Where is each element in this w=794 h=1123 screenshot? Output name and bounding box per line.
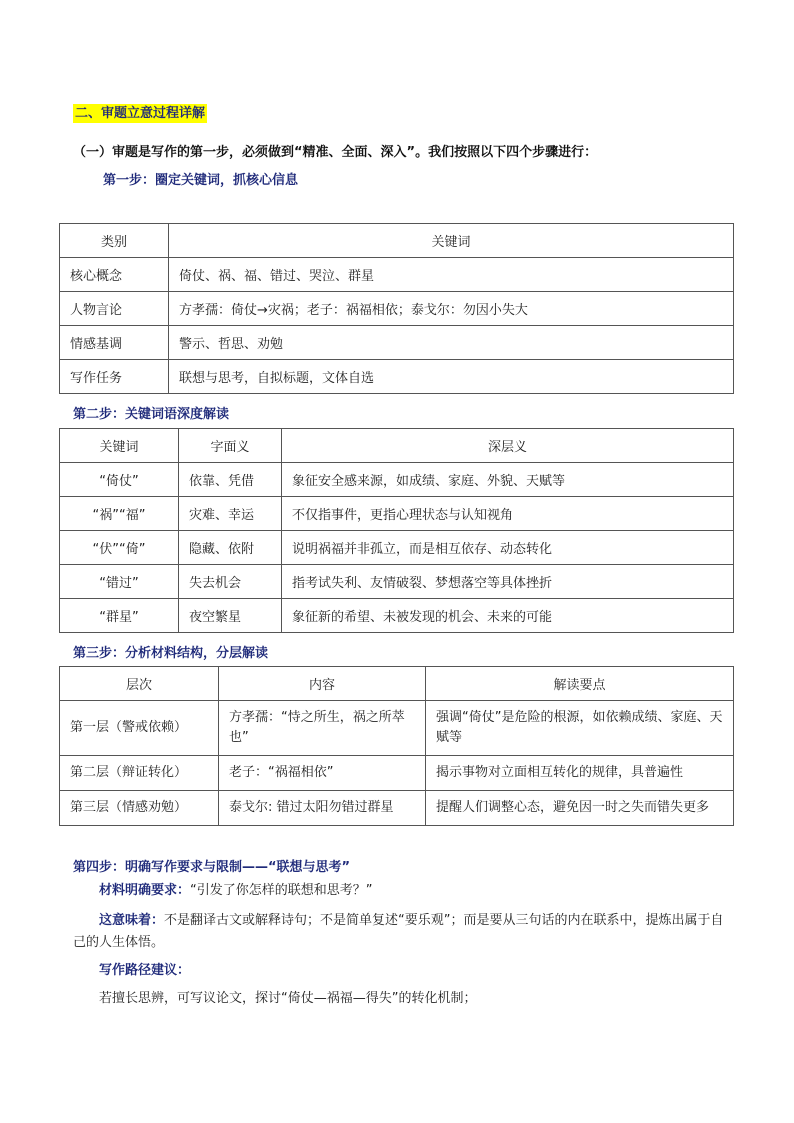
table-cell: 联想与思考，自拟标题，文体自选: [169, 360, 734, 394]
table-header-cell: 内容: [219, 667, 426, 701]
meaning-text: 不是翻译古文或解释诗句；不是简单复述“要乐观”；而是要从三句话的内在联系中，提炼出属于自己的人生体悟。: [73, 913, 724, 950]
table-cell: 第二层（辩证转化）: [60, 756, 219, 791]
table-cell: “倚仗”: [60, 463, 179, 497]
table-row: [60, 599, 734, 633]
table-cell: “错过”: [60, 565, 179, 599]
table-cell: 情感基调: [60, 326, 169, 360]
table-row: [60, 360, 734, 394]
table-cell: 揭示事物对立面相互转化的规律，具普遍性: [426, 756, 734, 791]
table-row: [60, 565, 734, 599]
table-cell: 老子：“祸福相依”: [219, 756, 426, 791]
table-row: [60, 701, 734, 756]
table-cell: “祸”“福”: [60, 497, 179, 531]
table-cell: 不仅指事件，更指心理状态与认知视角: [282, 497, 734, 531]
table-cell: 警示、哲思、劝勉: [169, 326, 734, 360]
table-row: [60, 258, 734, 292]
table-cell: 人物言论: [60, 292, 169, 326]
table-cell: 说明祸福并非孤立，而是相互依存、动态转化: [282, 531, 734, 565]
table-cell: 象征新的希望、未被发现的机会、未来的可能: [282, 599, 734, 633]
requirement-label: 材料明确要求：: [99, 883, 191, 898]
table-cell: 失去机会: [179, 565, 282, 599]
table-row: [60, 463, 734, 497]
table-cell: “伏”“倚”: [60, 531, 179, 565]
table-header-cell: 类别: [60, 224, 169, 258]
table-header-row: [60, 667, 734, 701]
step3-heading: 第三步：分析材料结构，分层解读: [73, 646, 269, 661]
keyword-interpretation-table: [59, 428, 734, 633]
table-row: [60, 756, 734, 791]
table-cell: 提醒人们调整心态，避免因一时之失而错失更多: [426, 791, 734, 826]
table-row: [60, 497, 734, 531]
path-suggestion-label: 写作路径建议：: [99, 963, 191, 978]
table-header-cell: 层次: [60, 667, 219, 701]
table-cell: “群星”: [60, 599, 179, 633]
path-suggestion-paragraph: [73, 988, 733, 1010]
path-suggestion-text: 若擅长思辨，可写议论文，探讨“倚仗—祸福—得失”的转化机制；: [99, 991, 477, 1006]
table-row: [60, 326, 734, 360]
table-header-cell: 字面义: [179, 429, 282, 463]
step1-heading: 第一步：圈定关键词，抓核心信息: [103, 173, 299, 188]
table-cell: 依靠、凭借: [179, 463, 282, 497]
material-structure-table: [59, 666, 734, 826]
table-cell: 第一层（警戒依赖）: [60, 701, 219, 756]
table-header-row: [60, 429, 734, 463]
meaning-label: 这意味着：: [99, 913, 165, 928]
table-cell: 倚仗、祸、福、错过、哭泣、群星: [169, 258, 734, 292]
table-cell: 核心概念: [60, 258, 169, 292]
requirement-text: “引发了你怎样的联想和思考？”: [190, 883, 373, 898]
table-cell: 隐藏、依附: [179, 531, 282, 565]
table-cell: 泰戈尔: 错过太阳勿错过群星: [219, 791, 426, 826]
table-cell: 方孝孺：“恃之所生，祸之所萃也”: [219, 701, 426, 756]
meaning-paragraph: [73, 910, 733, 954]
table-cell: 强调“倚仗”是危险的根源，如依赖成绩、家庭、天赋等: [426, 701, 734, 756]
table-header-cell: 解读要点: [426, 667, 734, 701]
table-cell: 指考试失利、友情破裂、梦想落空等具体挫折: [282, 565, 734, 599]
table-cell: 灾难、幸运: [179, 497, 282, 531]
table-header-row: [60, 224, 734, 258]
step4-heading: 第四步：明确写作要求与限制——“联想与思考”: [73, 860, 351, 875]
table-cell: 象征安全感来源，如成绩、家庭、外貌、天赋等: [282, 463, 734, 497]
table-cell: 写作任务: [60, 360, 169, 394]
table-header-cell: 关键词: [169, 224, 734, 258]
table-row: [60, 292, 734, 326]
table-header-cell: 关键词: [60, 429, 179, 463]
table-cell: 夜空繁星: [179, 599, 282, 633]
table-cell: 第三层（情感劝勉）: [60, 791, 219, 826]
step2-heading: 第二步：关键词语深度解读: [73, 407, 230, 422]
intro-paragraph: （一）审题是写作的第一步，必须做到“精准、全面、深入”。我们按照以下四个步骤进行：: [73, 145, 598, 160]
path-suggestion-heading: [73, 960, 733, 982]
table-row: [60, 791, 734, 826]
section-title: 二、审题立意过程详解: [75, 106, 206, 121]
requirement-paragraph: [73, 880, 733, 902]
table-row: [60, 531, 734, 565]
table-cell: 方孝孺：倚仗→灾祸；老子：祸福相依；泰戈尔：勿因小失大: [169, 292, 734, 326]
keywords-table: [59, 223, 734, 394]
table-header-cell: 深层义: [282, 429, 734, 463]
